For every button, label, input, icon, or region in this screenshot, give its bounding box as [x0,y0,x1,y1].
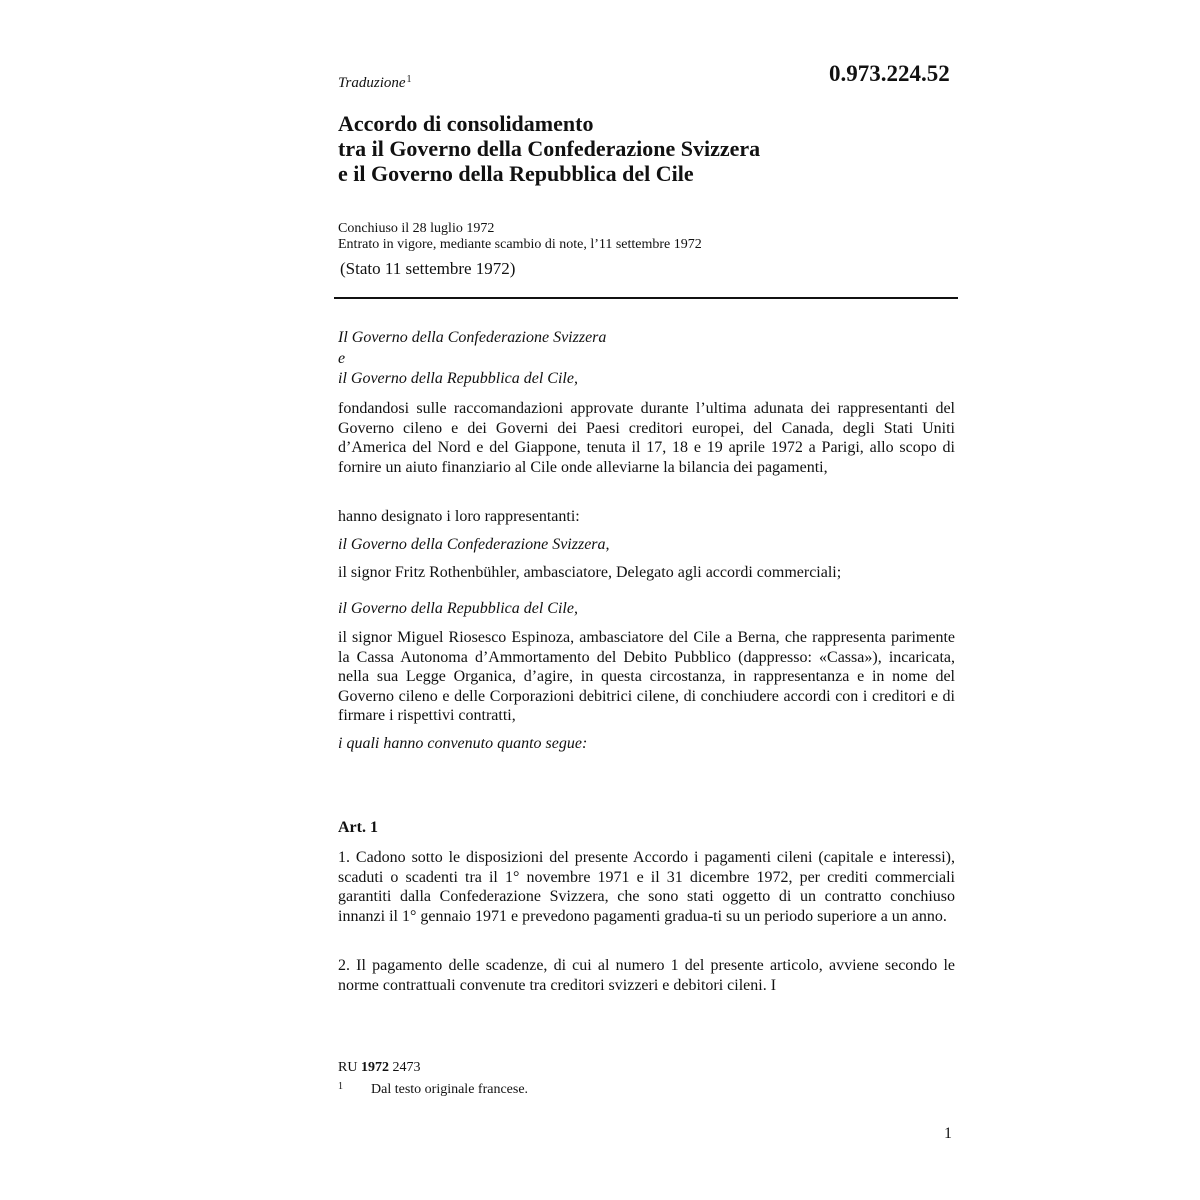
header-divider [334,297,958,299]
ru-year: 1972 [360,1060,389,1075]
preamble-party-1: Il Governo della Confederazione Svizzera [338,329,607,346]
document-label [338,74,412,92]
representative-1: il signor Fritz Rothenbühler, ambasciatore, Delegato agli accordi commerciali; [338,564,842,581]
representative-2-party: il Governo della Repubblica del Cile, [338,600,578,617]
article-1-paragraph-2: 2. Il pagamento delle scadenze, di cui al numero 1 del presente articolo, avviene secondo le norme contrattuali convenute tra creditori svizzeri e debitori cileni. I [338,957,955,994]
footnote-text: Dal testo originale francese. [371,1082,529,1097]
ru-prefix: RU [338,1060,358,1075]
representative-2: il signor Miguel Riosesco Espinoza, ambasciatore del Cile a Berna, che rappresenta parimente la Cassa Autonoma d’Ammortamento del Debito Pubblico (dappresso: «Cassa»), incaricata, nella sua Legge Organica, d’agire, in questa circostanza, in rappresentanza e in nome del Governo cileno e delle Corporazioni debitrici cilene, di conchiudere accordi con i creditori e di firmare i rispettivi contratti, [338,629,955,724]
ru-page: 2473 [392,1060,421,1075]
footnote-mark[interactable]: 1 [406,74,412,85]
entry-into-force: Entrato in vigore, mediante scambio di note, l’11 settembre 1972 [338,237,702,252]
preamble-conjunction: e [338,350,346,367]
preamble-party-2: il Governo della Repubblica del Cile, [338,370,578,387]
title-line-3: e il Governo della Repubblica del Cile [338,161,694,186]
footnote-1 [338,1081,528,1098]
agreement-clause: i quali hanno convenuto quanto segue: [338,735,588,752]
ru-reference [338,1060,420,1076]
article-1-heading: Art. 1 [338,819,378,836]
title-line-2: tra il Governo della Confederazione Svizzera [338,136,761,161]
footnote-number: 1 [338,1081,343,1092]
sr-number: 0.973.224.52 [829,61,950,86]
article-1-paragraph-1: 1. Cadono sotto le disposizioni del presente Accordo i pagamenti cileni (capitale e interessi), scaduti o scadenti tra il 1° novembre 1971 e il 31 dicembre 1972, per crediti commerciali garantiti dalla Confederazione Svizzera, che sono stati oggetto di un contratto conchiuso innanzi il 1° gennaio 1971 e prevedono pagamenti gradua-ti su un periodo superiore a un anno. [338,849,955,925]
concluded-date: Conchiuso il 28 luglio 1972 [338,221,495,236]
designation-sentence: hanno designato i loro rappresentanti: [338,508,580,525]
preamble-recital: fondandosi sulle raccomandazioni approvate durante l’ultima adunata dei rappresentanti del Governo cileno e dei Governi dei Paesi creditori europei, del Canada, degli Stati Uniti d’America del Nord e del Giappone, tenuta il 17, 18 e 19 aprile 1972 a Parigi, allo scopo di fornire un aiuto finanziario al Cile onde alleviarne la bilancia dei pagamenti, [338,400,955,476]
page-number: 1 [944,1125,952,1142]
status-date: (Stato 11 settembre 1972) [340,259,516,278]
title-line-1: Accordo di consolidamento [338,111,594,136]
document-label-text: Traduzione [338,75,406,91]
document-title [338,111,958,186]
representative-1-party: il Governo della Confederazione Svizzera, [338,536,610,553]
